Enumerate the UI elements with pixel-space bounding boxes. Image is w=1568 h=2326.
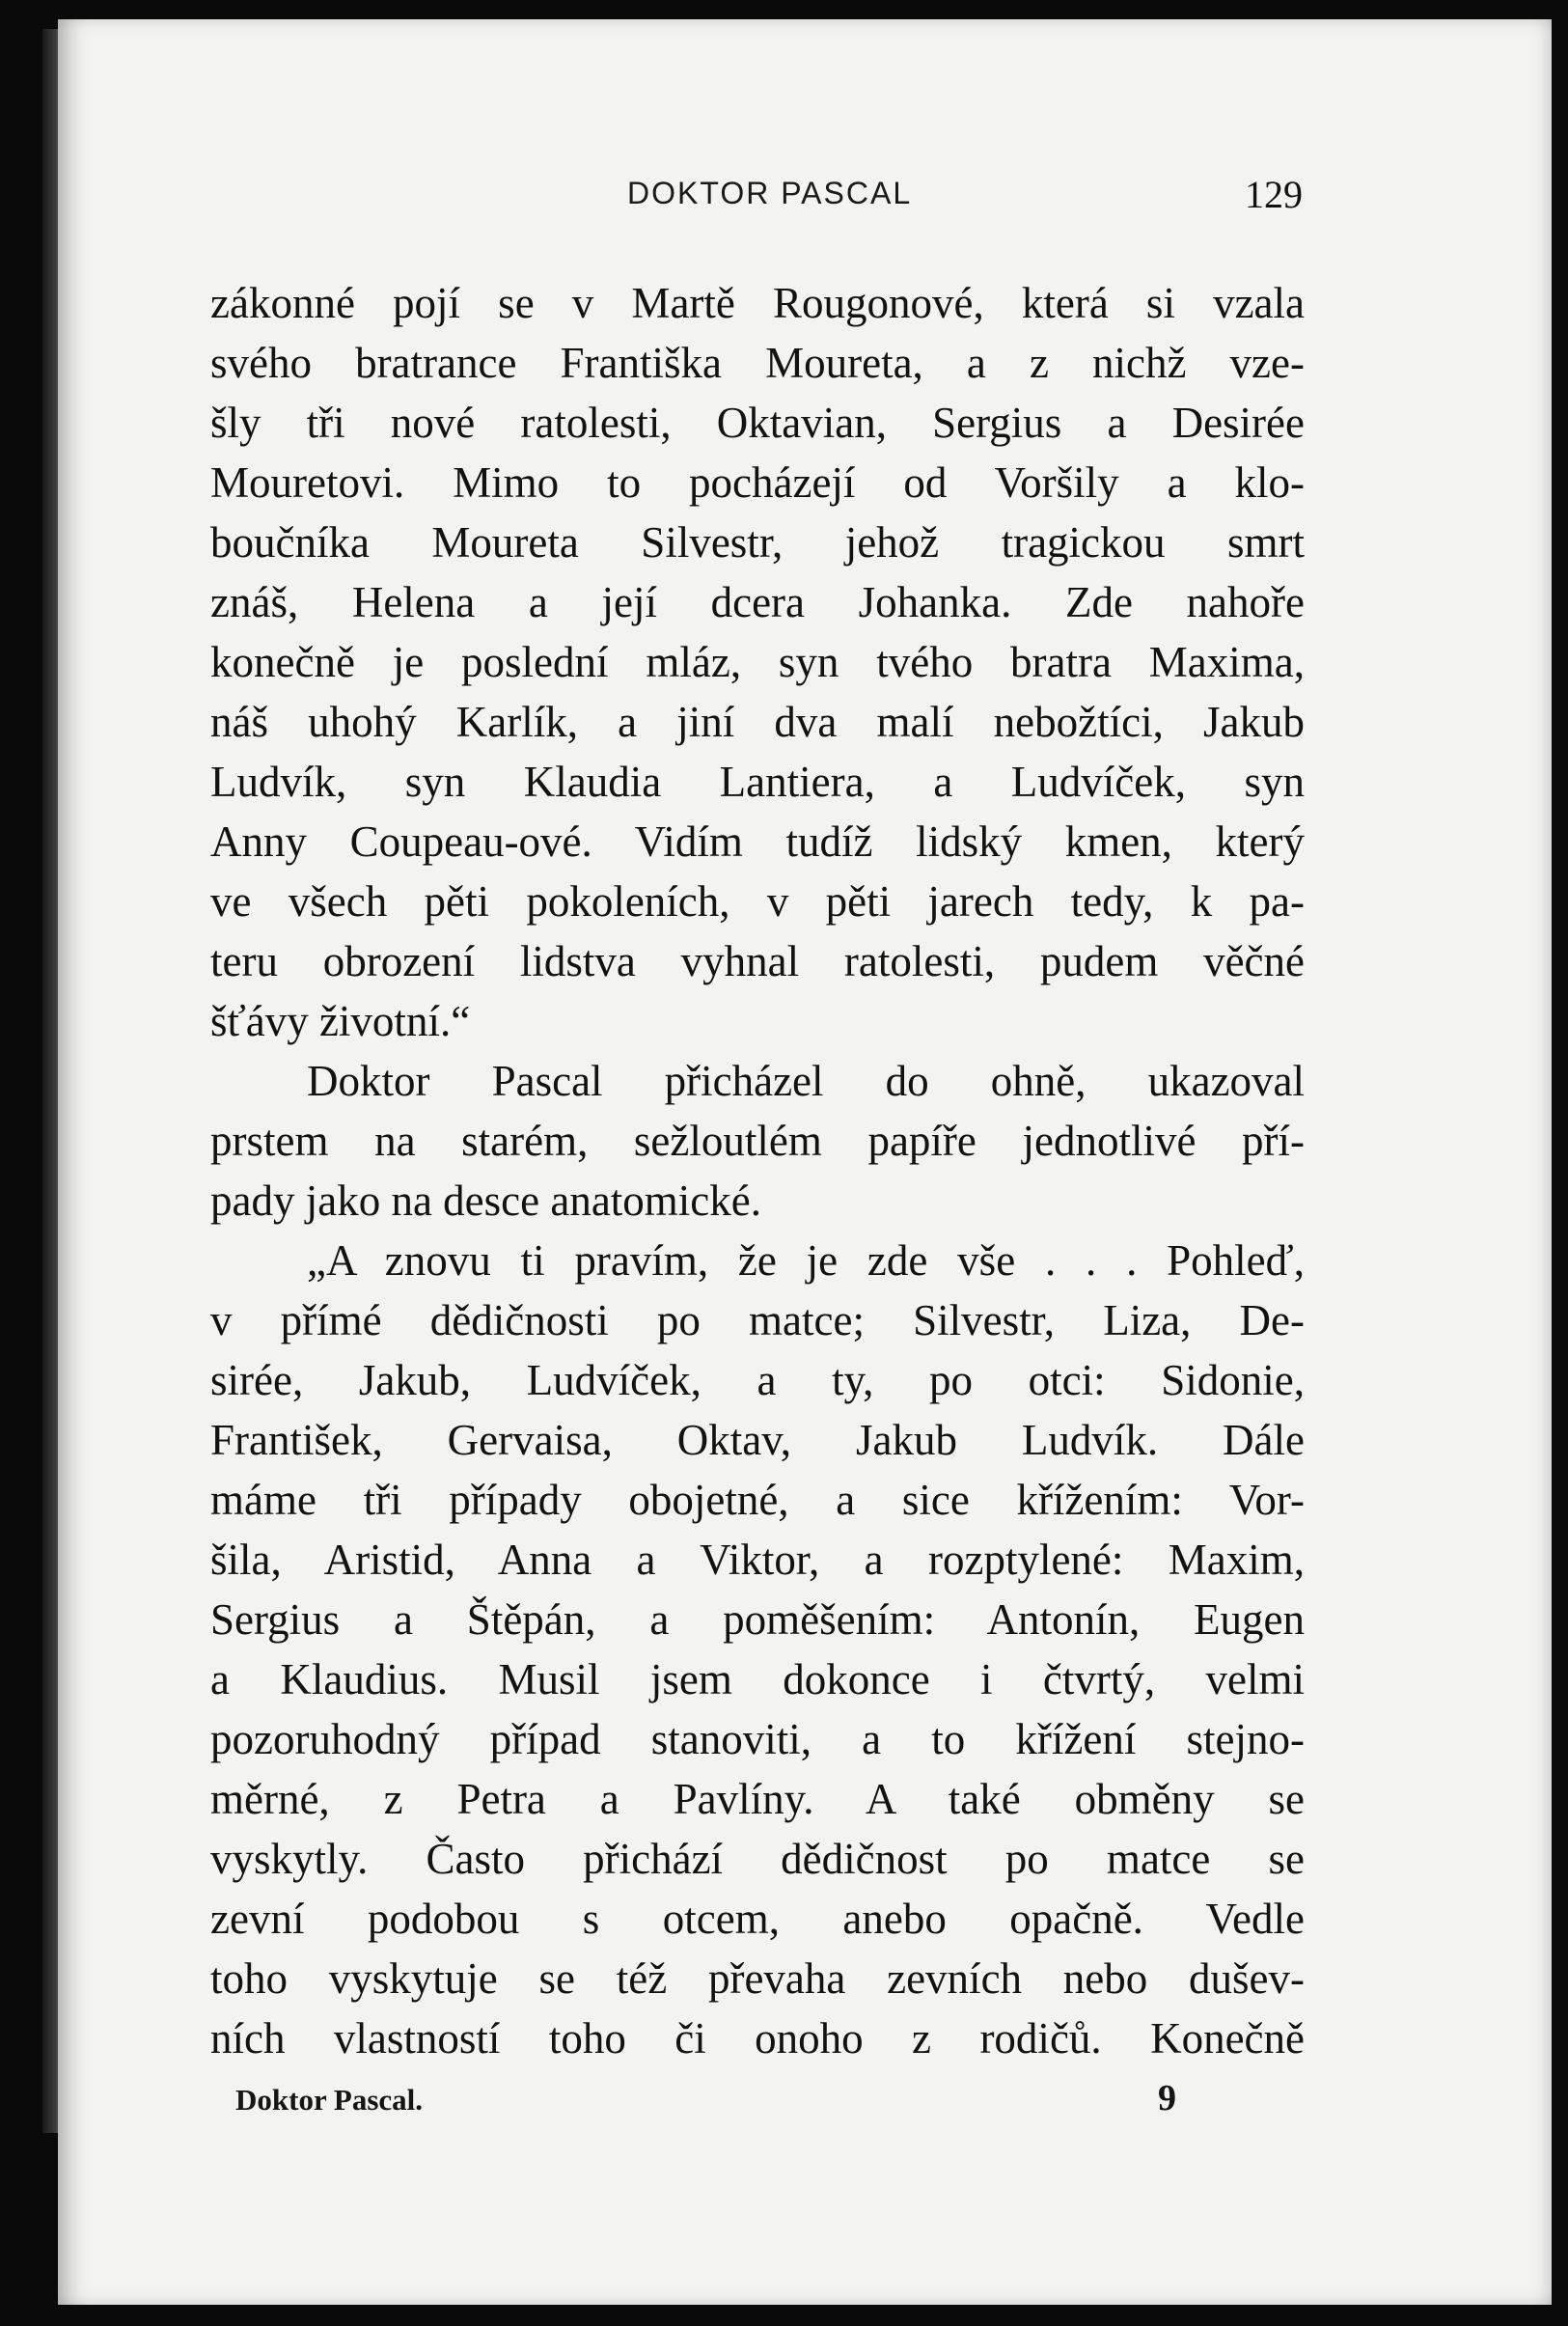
body-text bbox=[210, 273, 1305, 2068]
running-head: DOKTOR PASCAL bbox=[627, 176, 913, 210]
text-line: znáš, Helena a její dcera Johanka. Zde nahoře bbox=[210, 578, 1305, 626]
text-line: měrné, z Petra a Pavlíny. A také obměny se bbox=[210, 1775, 1305, 1823]
text-line: náš uhohý Karlík, a jiní dva malí nebožtíci, Jakub bbox=[210, 698, 1305, 746]
text-line: pozoruhodný případ stanoviti, a to křížení stejno- bbox=[210, 1715, 1305, 1763]
text-line: pady jako na desce anatomické. bbox=[210, 1177, 762, 1225]
text-line: toho vyskytuje se též převaha zevních nebo dušev- bbox=[210, 1954, 1305, 2003]
text-line: máme tři případy obojetné, a sice křížením: Vor- bbox=[210, 1476, 1305, 1524]
text-line: ních vlastností toho či onoho z rodičů. Konečně bbox=[210, 2014, 1305, 2063]
text-line: v přímé dědičnosti po matce; Silvestr, Liza, De- bbox=[210, 1296, 1305, 1344]
text-line: šťávy životní.“ bbox=[210, 997, 471, 1045]
text-line: svého bratrance Františka Moureta, a z nichž vze- bbox=[210, 339, 1305, 387]
text-line: Ludvík, syn Klaudia Lantiera, a Ludvíček, syn bbox=[210, 758, 1305, 806]
signature-title: Doktor Pascal. bbox=[235, 2083, 424, 2117]
text-line: boučníka Moureta Silvestr, jehož tragickou smrt bbox=[210, 518, 1305, 567]
text-line: Mouretovi. Mimo to pocházejí od Voršily a klo- bbox=[210, 458, 1305, 507]
signature-number: 9 bbox=[1158, 2078, 1176, 2118]
text-line: zevní podobou s otcem, anebo opačně. Vedle bbox=[210, 1895, 1305, 1943]
text-line: prstem na starém, sežloutlém papíře jednotlivé pří- bbox=[210, 1117, 1305, 1165]
text-line: teru obrození lidstva vyhnal ratolesti, pudem věčné bbox=[210, 937, 1305, 985]
text-line: Sergius a Štěpán, a poměšením: Antonín, Eugen bbox=[210, 1595, 1305, 1644]
text-line: šila, Aristid, Anna a Viktor, a rozptylené: Maxim, bbox=[210, 1536, 1305, 1584]
text-line: „A znovu ti pravím, že je zde vše . . . Pohleď, bbox=[307, 1236, 1305, 1285]
text-line: a Klaudius. Musil jsem dokonce i čtvrtý, velmi bbox=[210, 1655, 1305, 1703]
text-line: konečně je poslední mláz, syn tvého bratra Maxima, bbox=[210, 638, 1305, 686]
text-line: František, Gervaisa, Oktav, Jakub Ludvík. Dále bbox=[210, 1416, 1305, 1464]
text-line: sirée, Jakub, Ludvíček, a ty, po otci: Sidonie, bbox=[210, 1356, 1305, 1404]
text-line: zákonné pojí se v Martě Rougonové, která si vzala bbox=[210, 279, 1305, 327]
text-line: šly tři nové ratolesti, Oktavian, Sergius a Desirée bbox=[210, 399, 1305, 447]
text-line: Doktor Pascal přicházel do ohně, ukazoval bbox=[307, 1057, 1305, 1105]
text-line: ve všech pěti pokoleních, v pěti jarech tedy, k pa- bbox=[210, 877, 1305, 926]
text-line: Anny Coupeau-ové. Vidím tudíž lidský kmen, který bbox=[210, 817, 1305, 866]
page-number: 129 bbox=[1245, 173, 1303, 216]
text-line: vyskytly. Často přichází dědičnost po matce se bbox=[210, 1835, 1305, 1883]
